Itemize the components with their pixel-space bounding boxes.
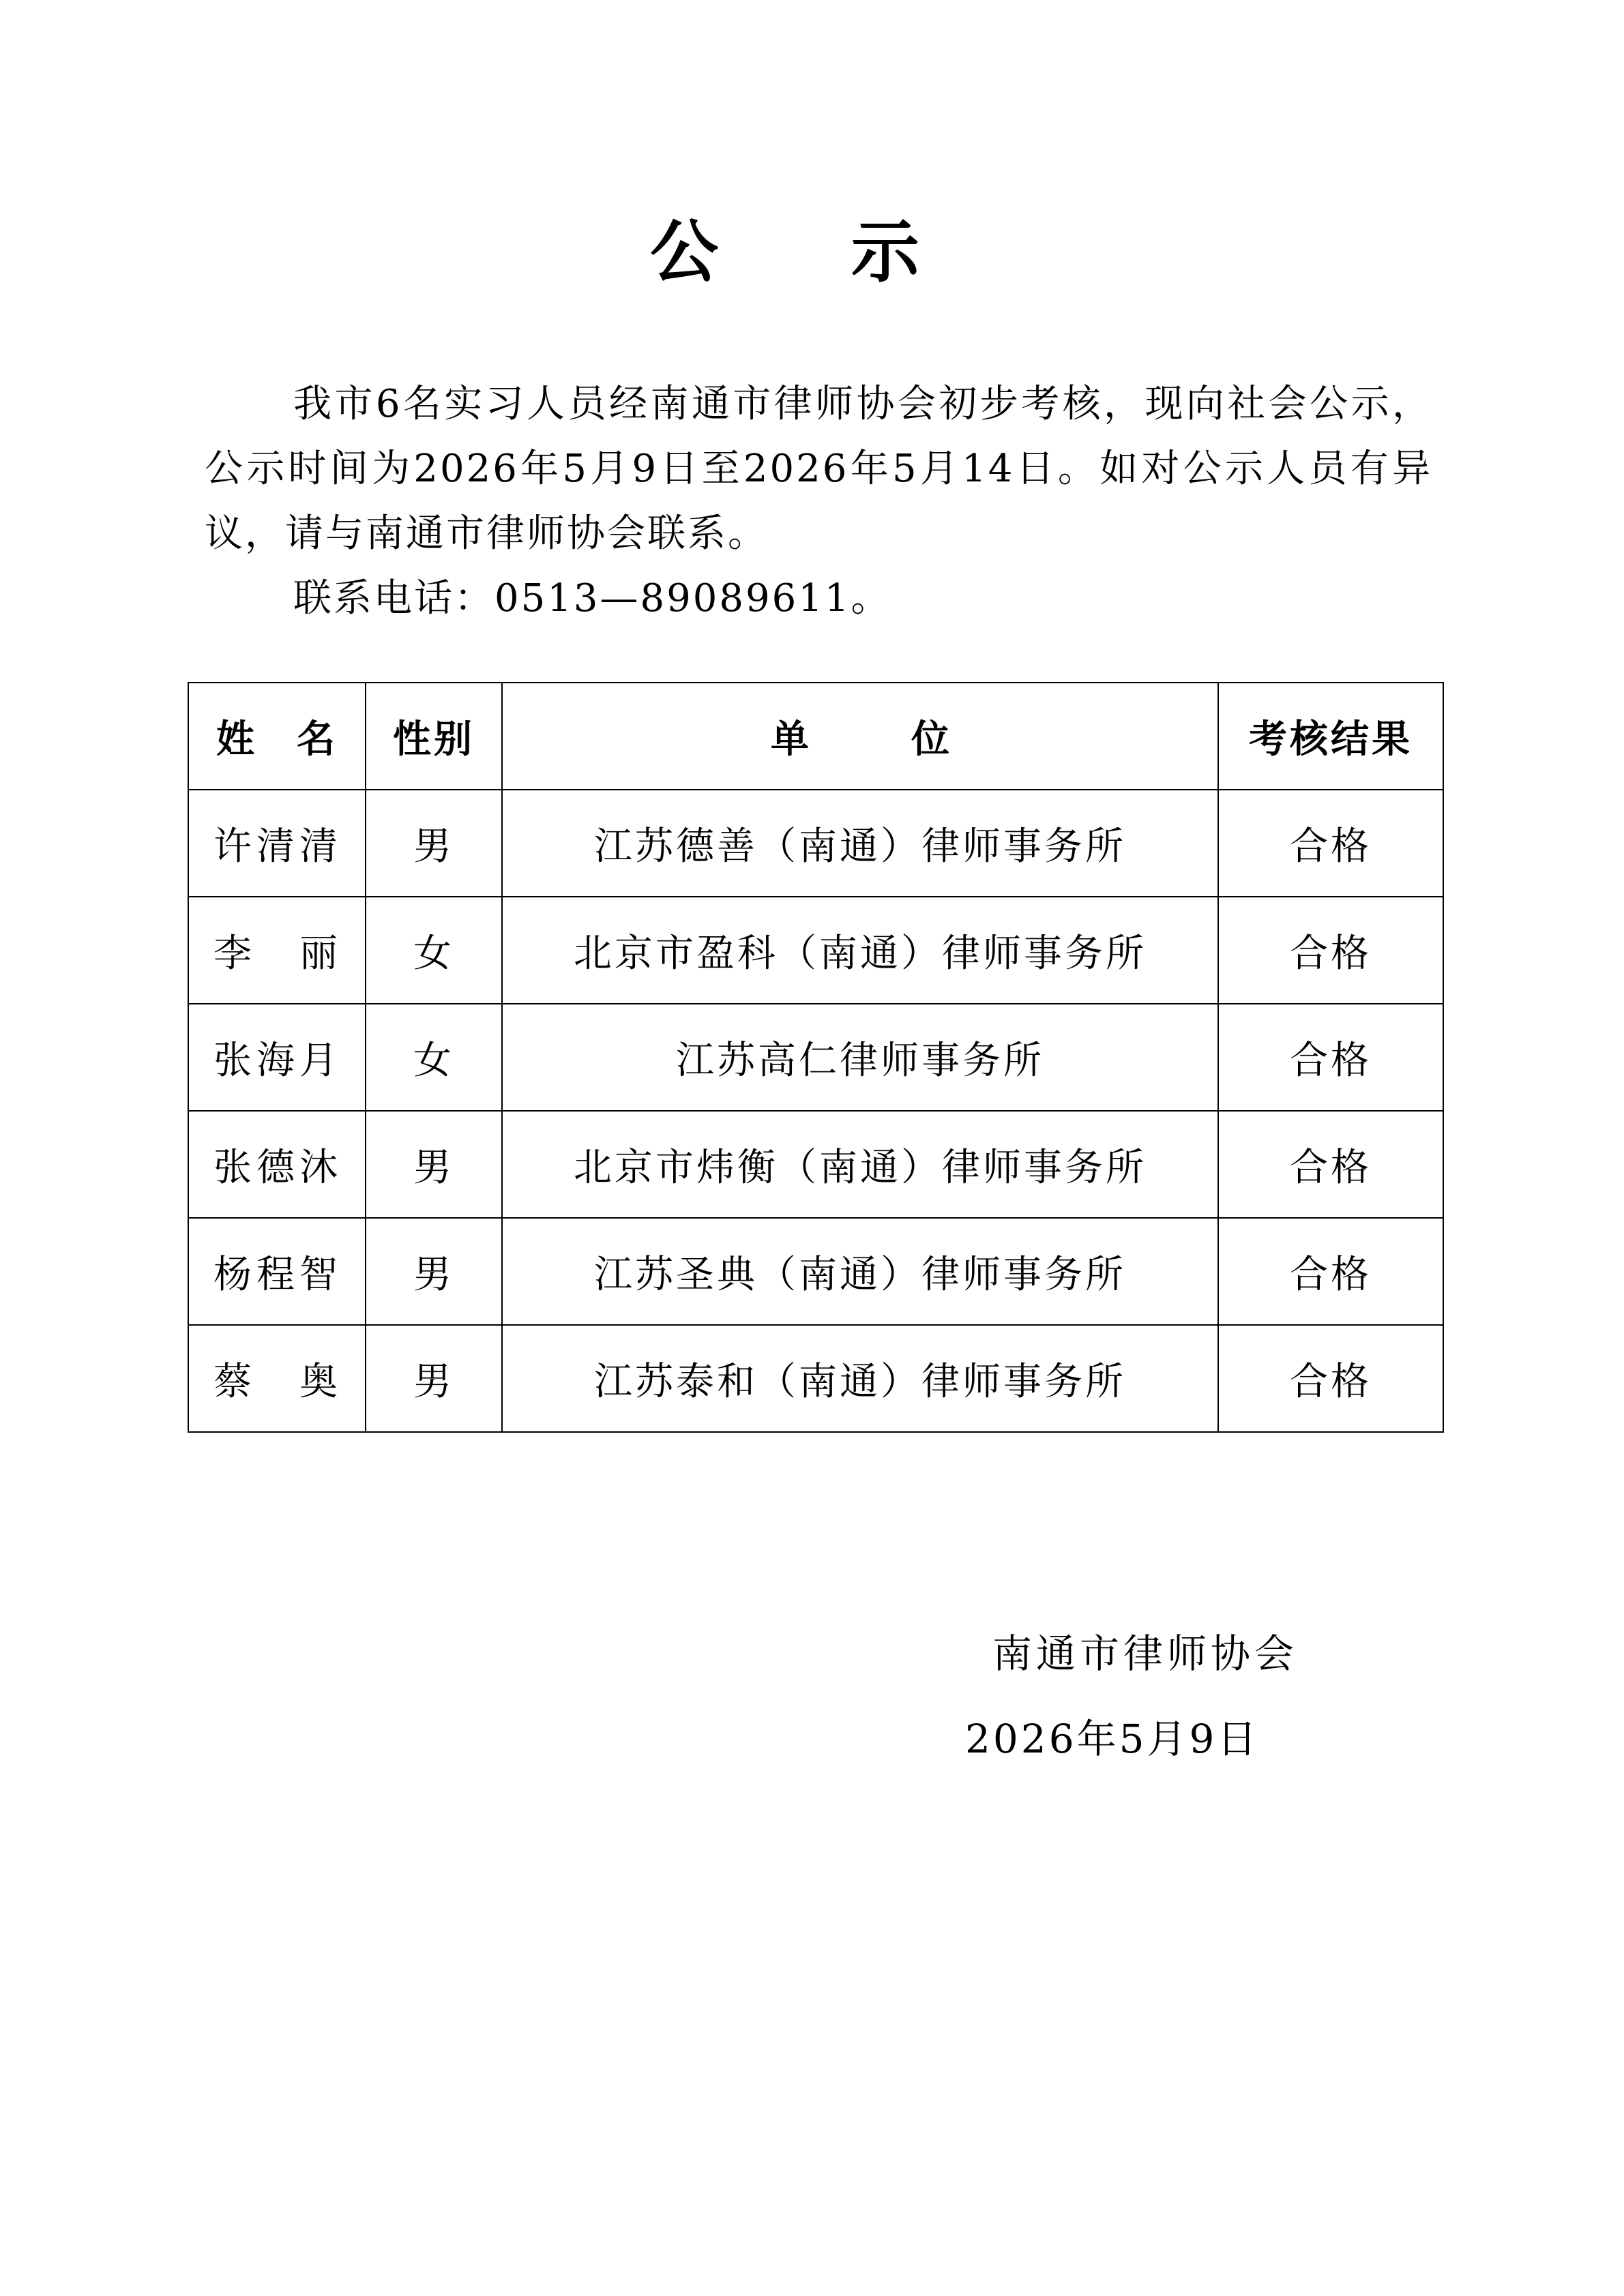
header-name: 姓名 [188, 683, 366, 790]
table-row [188, 1325, 1443, 1432]
cell-org: 江苏高仁律师事务所 [502, 1004, 1218, 1111]
intern-table-body [188, 683, 1443, 1432]
notice-body [205, 372, 1432, 631]
table-row [188, 897, 1443, 1004]
cell-gender: 男 [366, 790, 502, 897]
cell-name: 杨程智 [188, 1218, 366, 1325]
cell-gender: 男 [366, 1111, 502, 1218]
table-header-row [188, 683, 1443, 790]
cell-name: 蔡奥 [188, 1325, 366, 1432]
cell-name: 张海月 [188, 1004, 366, 1111]
cell-result: 合格 [1218, 897, 1443, 1004]
notice-title: 公 示 [650, 212, 974, 292]
cell-org: 北京市盈科（南通）律师事务所 [502, 897, 1218, 1004]
signature-date: 2026年5月9日 [965, 1716, 1260, 1762]
header-gender: 性别 [366, 683, 502, 790]
cell-result: 合格 [1218, 1004, 1443, 1111]
signature-organization: 南通市律师协会 [992, 1630, 1299, 1677]
cell-org: 北京市炜衡（南通）律师事务所 [502, 1111, 1218, 1218]
cell-gender: 女 [366, 1004, 502, 1111]
cell-org: 江苏泰和（南通）律师事务所 [502, 1325, 1218, 1432]
contact-line: 联系电话：0513—89089611。 [293, 576, 891, 621]
table-row [188, 1004, 1443, 1111]
cell-result: 合格 [1218, 1325, 1443, 1432]
cell-name: 许清清 [188, 790, 366, 897]
table-row [188, 1218, 1443, 1325]
cell-name: 李丽 [188, 897, 366, 1004]
cell-name: 张德沐 [188, 1111, 366, 1218]
cell-result: 合格 [1218, 1111, 1443, 1218]
cell-org: 江苏圣典（南通）律师事务所 [502, 1218, 1218, 1325]
cell-gender: 男 [366, 1325, 502, 1432]
header-result: 考核结果 [1218, 683, 1443, 790]
table-row [188, 1111, 1443, 1218]
notice-paragraph: 我市6名实习人员经南通市律师协会初步考核，现向社会公示，公示时间为2026年5月9日至2026年5月14日。如对公示人员有异议，请与南通市律师协会联系。 [205, 382, 1432, 556]
cell-result: 合格 [1218, 1218, 1443, 1325]
header-org: 单位 [502, 683, 1218, 790]
table-row [188, 790, 1443, 897]
intern-table [188, 682, 1444, 1433]
cell-gender: 女 [366, 897, 502, 1004]
cell-gender: 男 [366, 1218, 502, 1325]
cell-result: 合格 [1218, 790, 1443, 897]
cell-org: 江苏德善（南通）律师事务所 [502, 790, 1218, 897]
